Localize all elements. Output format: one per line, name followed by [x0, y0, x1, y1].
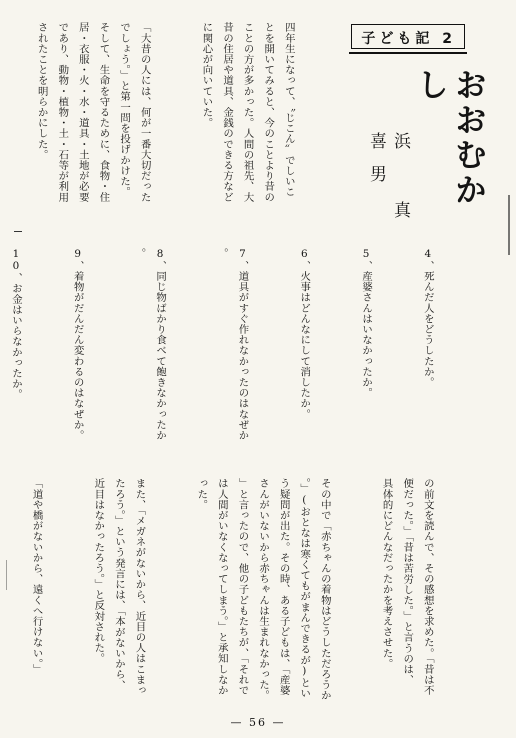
- margin-mark: [6, 560, 7, 590]
- question-list-block: [9, 248, 479, 442]
- series-header-box: [351, 24, 465, 49]
- binding-edge-mark: [508, 195, 510, 255]
- margin-mark: [14, 231, 22, 232]
- header-rule: [349, 52, 467, 54]
- discussion-text-block: [21, 478, 479, 708]
- list-item: 6、火事はどんなにして消したか。: [298, 248, 311, 420]
- paragraph: の前文を読んで、その感想を求めた。「昔は不 便だった。」「昔は苦労した。」と言うのは、 具体的にどんなだったかを考えさせた。: [380, 478, 434, 696]
- list-item: 9、着物がだんだん変わるのはなぜか。: [71, 248, 84, 441]
- list-item: 5、産婆さんはいなかったか。: [360, 248, 373, 398]
- author-name: 浜 真喜男: [366, 132, 410, 234]
- list-item: 8、同じ物ばかり食べて飽きなかったか 。: [133, 248, 167, 441]
- paragraph: 「大昔の人には、何が一番大切だった でしょう。」と第一問を投げかけた。 そして、生命を守るために、食物・住 居・衣服・火・水・道具・土地が必要 であり、動物・植物・土・石等が利用 されたことを明らかにした。: [35, 22, 151, 203]
- page-number: — 56 —: [230, 716, 286, 729]
- list-item: 4、死んだ人をどうしたか。: [421, 248, 434, 388]
- list-item: 7、道具がすぐ作れなかったのはなぜか 。: [215, 248, 249, 441]
- article-title: おおむかし: [412, 68, 488, 208]
- paragraph: また、「メガネがないから、近目の人はこまっ たろう。」という発言には、「本がないから、 近目はなかったろう。」と反対された。: [92, 478, 146, 696]
- paragraph: その中で「赤ちゃんの着物はどうしただろうか 。」(おとなは寒くてもがまんできるが)とい う疑問が出た。その時、ある子どもは、「産婆 さんがいないから赤ちゃんは生まれなかった。 」と言ったので、他の子どもたちが、「それで は人間がいなくなってしまう。」と承知しなか った。: [195, 478, 331, 701]
- paragraph: 四年生になって、〝じこん〟でしいこ とを開いてみると、今のことより昔の ことの方が多かった。人間の祖先、大 昔の住居や道具、金銭のできる方など に関心が向いていた。: [200, 22, 295, 203]
- intro-text-block: [21, 22, 340, 212]
- paragraph: 「道や橋がないから、遠くへ行けない。」: [30, 478, 43, 675]
- series-header-label: 子ども記 2: [361, 31, 456, 47]
- list-item: 10、お金はいらなかったか。: [9, 248, 22, 400]
